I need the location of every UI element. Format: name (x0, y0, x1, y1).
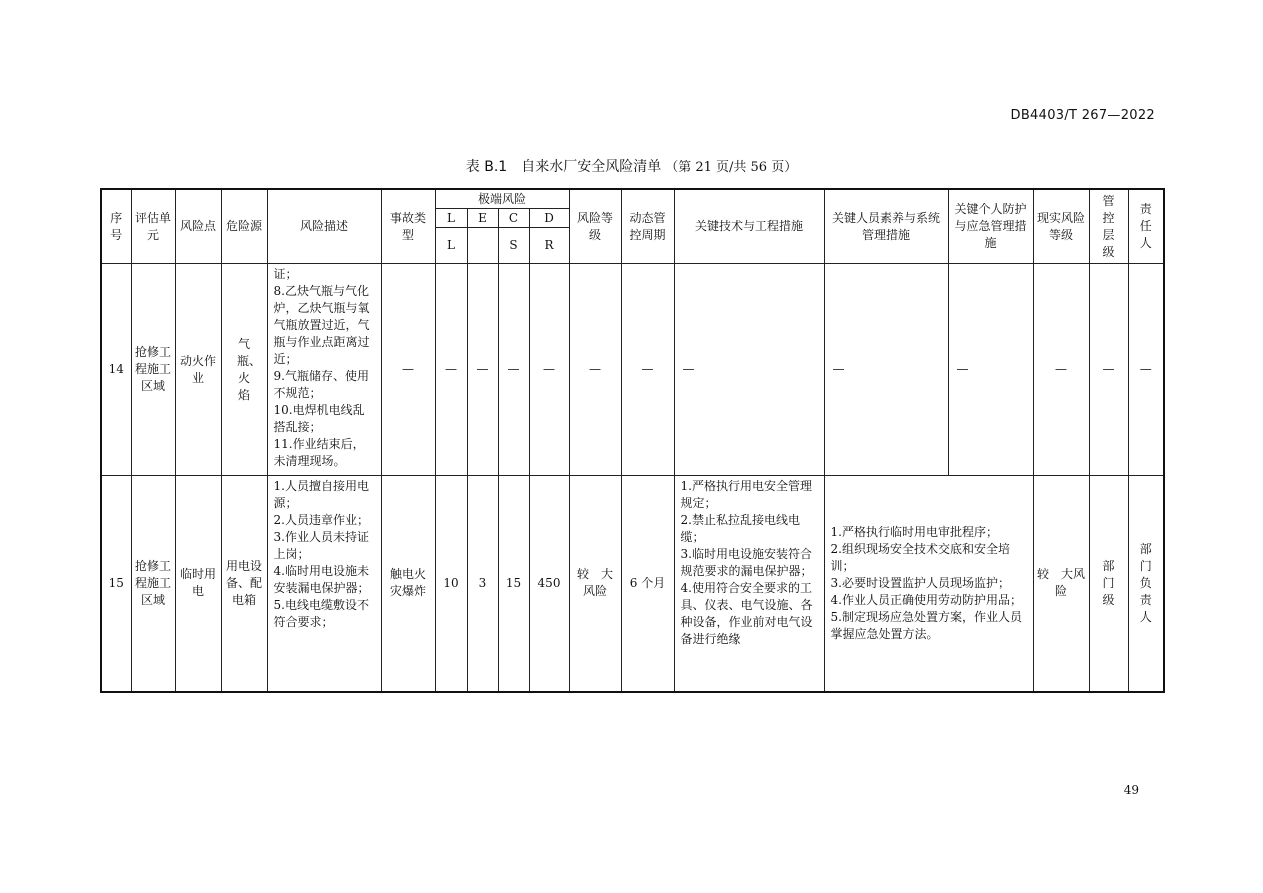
cell-ctrl-level: — (1089, 264, 1128, 476)
mgmt-line: 2.组织现场安全技术交底和安全培训； (830, 541, 1010, 573)
mgmt-line: 1.严格执行临时用电审批程序； (830, 524, 998, 539)
mgmt-line: 3.必要时设置监护人员现场监护； (830, 575, 1010, 590)
header-hazard: 危险源 (221, 189, 267, 264)
cell-owner: — (1128, 264, 1164, 476)
header-mgmt: 关键人员素养与系统管理措施 (824, 189, 948, 264)
header-tech: 关键技术与工程措施 (674, 189, 824, 264)
tech-line: 3.临时用电设施安装符合规范要求的漏电保护器； (680, 547, 813, 578)
header-c-group (498, 209, 529, 264)
mgmt-line: 4.作业人员正确使用劳动防护用品； (830, 592, 1022, 607)
header-e: E (468, 209, 498, 228)
table-title (0, 156, 1263, 176)
header-ctrl-level: 管控层级 (1089, 189, 1128, 264)
header-l2: L (447, 238, 455, 252)
desc-line: 2.人员违章作业； (273, 513, 369, 527)
header-r: R (544, 238, 554, 252)
header-s: S (509, 238, 518, 252)
desc-line: 4.临时用电设施未安装漏电保护器； (273, 564, 370, 595)
table-title-page-info: （第 21 页/共 56 页） (665, 160, 798, 175)
cell-c: — (498, 264, 529, 476)
cell-mgmt: — (824, 264, 948, 476)
header-unit: 评估单元 (131, 189, 175, 264)
cell-ctrl-level: 部门级 (1089, 476, 1128, 692)
header-c: C (499, 209, 529, 228)
cell-desc (267, 264, 381, 476)
cell-owner: 部门负责人 (1128, 476, 1164, 692)
header-period: 动态管控周期 (621, 189, 674, 264)
cell-tech (674, 476, 824, 692)
header-real-level: 现实风险等级 (1033, 189, 1089, 264)
cell-real-level: — (1033, 264, 1089, 476)
cell-desc (267, 476, 381, 692)
header-owner: 责任人 (1128, 189, 1164, 264)
header-extreme-group: 极端风险 (435, 189, 569, 209)
table-row-14 (101, 264, 1164, 476)
header-l-group (435, 209, 467, 264)
header-desc: 风险描述 (267, 189, 381, 264)
desc-line: 8.乙炔气瓶与气化炉，乙炔气瓶与氧气瓶放置过近，气瓶与作业点距离过近； (273, 284, 370, 366)
header-seq: 序号 (101, 189, 131, 264)
header-ppe: 关键个人防护与应急管理措施 (948, 189, 1033, 264)
header-accident: 事故类型 (381, 189, 435, 264)
table-row-15 (101, 476, 1164, 692)
header-d: D (530, 209, 569, 228)
cell-point: 动火作业 (175, 264, 221, 476)
cell-real-level: 较 大风险 (1033, 476, 1089, 692)
header-point: 风险点 (175, 189, 221, 264)
desc-line: 9.气瓶储存、使用不规范； (273, 369, 369, 400)
cell-hazard: 用电设备、配电箱 (221, 476, 267, 692)
cell-mgmt-ppe (824, 476, 1033, 692)
cell-c: 15 (498, 476, 529, 692)
cell-hazard: 气瓶、火焰 (221, 264, 267, 476)
desc-line: 3.作业人员未持证上岗； (273, 530, 369, 561)
tech-line: 4.使用符合安全要求的工具、仪表、电气设施、各种设备，作业前对电气设备进行绝缘 (680, 581, 813, 646)
cell-e: 3 (467, 476, 498, 692)
cell-unit: 抢修工程施工区域 (131, 264, 175, 476)
desc-line: 5.电线电缆敷设不符合要求； (273, 598, 369, 629)
risk-table (100, 188, 1165, 693)
cell-d: 450 (529, 476, 569, 692)
mgmt-line: 5.制定现场应急处置方案，作业人员掌握应急处置方法。 (830, 609, 1022, 641)
cell-l: 10 (435, 476, 467, 692)
cell-e: — (467, 264, 498, 476)
cell-unit: 抢修工程施工区域 (131, 476, 175, 692)
header-l: L (436, 209, 467, 228)
cell-level: 较 大风险 (569, 476, 621, 692)
desc-line: 证； (273, 267, 298, 281)
document-code: DB4403/T 267—2022 (1010, 108, 1155, 123)
cell-l: — (435, 264, 467, 476)
cell-accident: — (381, 264, 435, 476)
cell-accident: 触电火灾爆炸 (381, 476, 435, 692)
page-number: 49 (1123, 783, 1139, 797)
tech-line: 1.严格执行用电安全管理规定； (680, 479, 812, 510)
cell-period: — (621, 264, 674, 476)
table-title-main: 表 B.1 自来水厂安全风险清单 (465, 159, 662, 175)
cell-level: — (569, 264, 621, 476)
cell-d: — (529, 264, 569, 476)
header-level: 风险等级 (569, 189, 621, 264)
cell-point: 临时用电 (175, 476, 221, 692)
cell-period: 6 个月 (621, 476, 674, 692)
cell-seq: 14 (101, 264, 131, 476)
desc-line: 11.作业结束后，未清理现场。 (273, 437, 365, 468)
cell-seq: 15 (101, 476, 131, 692)
cell-ppe: — (948, 264, 1033, 476)
desc-line: 10.电焊机电线乱搭乱接； (273, 403, 365, 434)
tech-line: 2.禁止私拉乱接电线电缆； (680, 513, 800, 544)
header-e-group (467, 209, 498, 264)
header-d-group (529, 209, 569, 264)
cell-tech: — (674, 264, 824, 476)
table-header-row (101, 189, 1164, 209)
desc-line: 1.人员擅自接用电源； (273, 479, 369, 510)
